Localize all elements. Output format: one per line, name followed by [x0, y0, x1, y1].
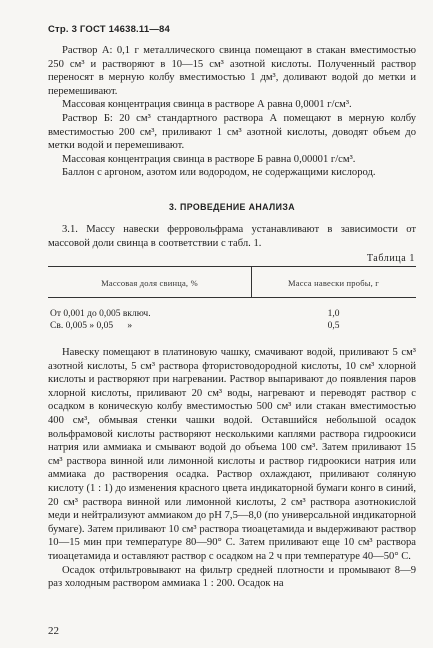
page-number: 22	[48, 625, 59, 637]
paragraph-gas-cylinder: Баллон с аргоном, азотом или водородом, не содержащими кислород.	[62, 167, 376, 179]
table-caption: Таблица 1	[366, 253, 415, 264]
paragraph-concentration-a: Массовая концентрация свинца в растворе А равна 0,0001 г/см³.	[62, 99, 352, 111]
table-row-1-range: От 0,001 до 0,005 включ.	[50, 309, 151, 319]
paragraph-3-1: 3.1. Массу навески ферровольфрама устанавливают в зависимости от массовой доли свинца в соответствии с табл. 1.	[48, 224, 416, 249]
reagents-text-block	[48, 44, 416, 180]
paragraph-solution-a: Раствор А: 0,1 г металлического свинца помещают в стакан вместимостью 250 см³ и растворяют в 10—15 см³ азотной кислоты. Полученный раствор переносят в мерную колбу вместимостью 1 дм³, доливают водой до метки и перемешивают.	[48, 45, 416, 97]
table-header-rule	[48, 297, 416, 298]
page-header: Стр. 3 ГОСТ 14638.11—84	[48, 24, 171, 35]
table-header-sample-mass: Масса навески пробы, г	[288, 278, 379, 288]
paragraph-filtration: Осадок отфильтровывают на фильтр средней плотности и промывают 8—9 раз холодным раствором аммиака 1 : 200. Осадок на	[48, 564, 416, 590]
table-row-1-mass: 1,0	[327, 309, 340, 319]
table-top-rule	[48, 266, 416, 267]
table-row-2-mass: 0,5	[327, 321, 340, 331]
table-row-2-range: Св. 0,005 » 0,05 »	[50, 321, 133, 331]
sample-mass-table	[48, 266, 416, 334]
table-header-lead-fraction: Массовая доля свинца, %	[101, 278, 198, 288]
paragraph-concentration-b: Массовая концентрация свинца в растворе Б равна 0,00001 г/см³.	[62, 153, 356, 165]
procedure-text-block	[48, 346, 416, 591]
section-title: 3. ПРОВЕДЕНИЕ АНАЛИЗА	[169, 202, 295, 212]
paragraph-procedure: Навеску помещают в платиновую чашку, смачивают водой, приливают 5 см³ азотной кислоты, 5 см³ раствора фтористоводородной кислоты, 10 см³ хлорной кислоты и растворяют при нагревании. Раствор выпаривают до появления паров хлорной кислоты, приливают 20 см³ воды, нагревают и переводят раствор с осадком в коническую колбу вместимостью 500 см³ или стакан вместимостью 400 см³, обмывая стенки чашки водой. Оставшийся небольшой осадок вольфрамовой кислоты растворяют несколькими каплями раствора гидроокиси натрия или аммиака и смывают водой до объема 100 см³. Затем приливают 15 см³ раствора винной или лимонной кислоты и раствор гидроокиси натрия или аммиака до растворения осадка. Раствор охлаждают, приливают соляную кислоту (1 : 1) до изменения красного цвета индикаторной бумаги конго в синий, 20 см³ раствора винной или лимонной кислоты, 2 см³ раствора азотнокислой меди и нейтрализуют аммиаком до pH 7,5—8,0 (по универсальной индикаторной бумаге). Затем приливают 10 см³ раствора тиоацетамида и выдерживают раствор 10—15 мин при температуре 80—90° С. Затем приливают еще 10 см³ раствора тиоацетамида и оставляют раствор с осадком на 2 ч при температуре 40—50° С.	[48, 347, 416, 562]
paragraph-solution-b: Раствор Б: 20 см³ стандартного раствора А помещают в мерную колбу вместимостью 200 см³, приливают 1 см³ азотной кислоты, доводят объем до метки водой и перемешивают.	[48, 112, 416, 152]
section-intro-block	[48, 223, 416, 250]
